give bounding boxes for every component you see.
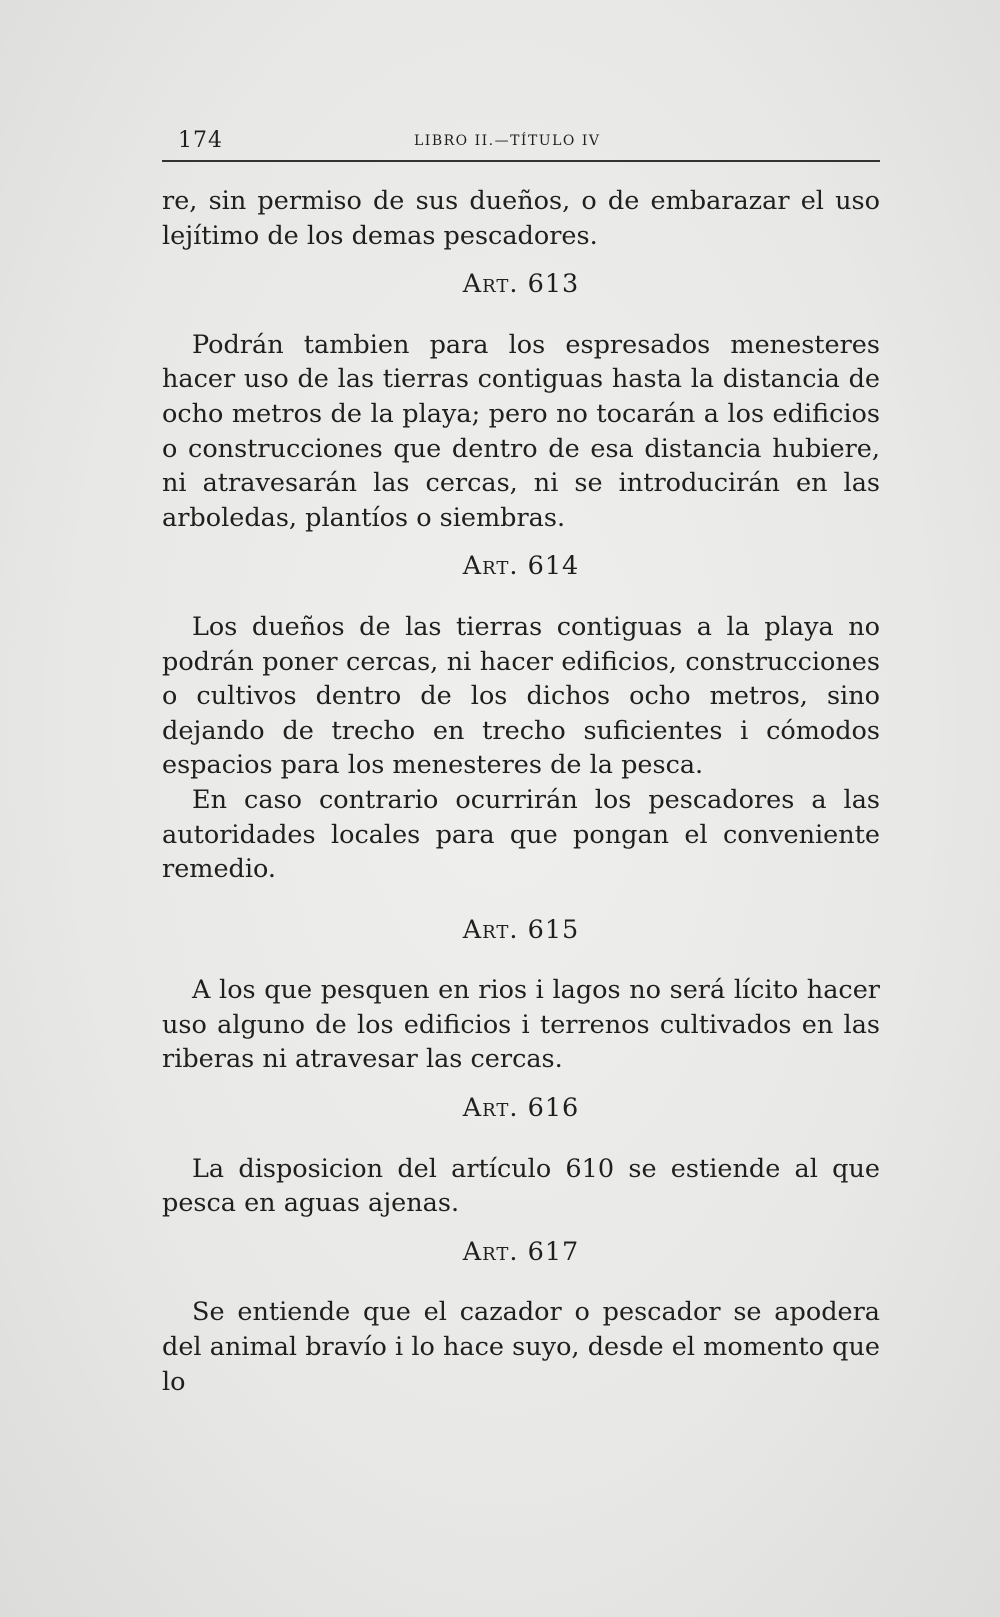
page-header: [178, 128, 878, 158]
article-614-paragraph-2: En caso contrario ocurrirán los pescadores a las autoridades locales para que pongan el conveniente remedio.: [162, 784, 880, 885]
article-616-paragraph: La disposicion del artículo 610 se estiende al que pesca en aguas ajenas.: [162, 1153, 880, 1219]
continued-paragraph: re, sin permiso de sus dueños, o de embarazar el uso lejítimo de los demas pescadores.: [162, 186, 880, 251]
article-heading-617: Art. 617: [462, 1236, 580, 1267]
article-heading-613: Art. 613: [462, 269, 580, 300]
article-heading-614: Art. 614: [462, 551, 580, 582]
article-617-paragraph: Se entiende que el cazador o pescador se apodera del animal bravío i lo hace suyo, desde el momento que lo: [162, 1297, 880, 1397]
header-rule: [162, 160, 880, 162]
article-heading-615: Art. 615: [462, 914, 580, 945]
article-heading-616: Art. 616: [462, 1093, 580, 1124]
page-number: 174: [178, 128, 223, 153]
article-614-paragraph-1: Los dueños de las tierras contiguas a la playa no podrán poner cercas, ni hacer edificios, construcciones o cultivos dentro de los dichos ocho metros, sino dejando de trecho en trecho suficientes i cómodos espacios para los menesteres de la pesca.: [162, 611, 880, 781]
article-615-paragraph: A los que pesquen en rios i lagos no será lícito hacer uso alguno de los edificios i terrenos cultivados en las riberas ni atravesar las cercas.: [162, 975, 880, 1075]
body-text: [162, 184, 880, 1399]
article-613-paragraph: Podrán tambien para los espresados menesteres hacer uso de las tierras contiguas hasta la distancia de ocho metros de la playa; pero no tocarán a los edificios o construcciones que dentro de esa distancia hubiere, ni atravesarán las cercas, ni se introducirán en las arboledas, plantíos o siembras.: [162, 329, 880, 533]
running-head: LIBRO II.—TÍTULO IV: [414, 133, 601, 149]
